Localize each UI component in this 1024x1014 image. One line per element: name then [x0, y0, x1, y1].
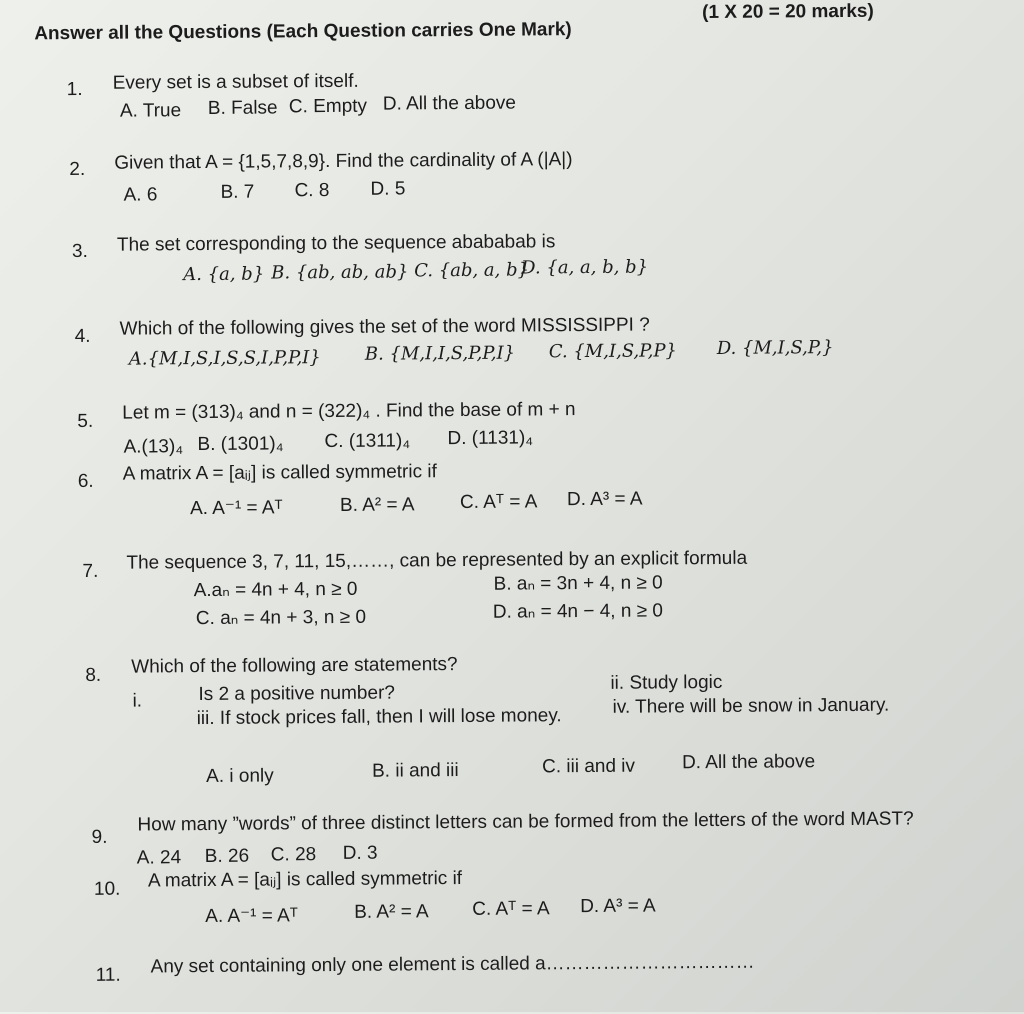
option-d: D. 3 — [342, 842, 378, 864]
question-number: 9. — [91, 826, 108, 848]
question-number: 7. — [82, 560, 99, 582]
question-text: Every set is a subset of itself. — [112, 70, 359, 94]
option-c: C. {M,I,S,P,P} — [548, 340, 678, 363]
question-text: Let m = (313)₄ and n = (322)₄ . Find the base of m + n — [122, 399, 576, 424]
question-number: 5. — [77, 410, 94, 432]
sub-item-i: Is 2 a positive number? — [198, 682, 396, 706]
option-d: D. All the above — [382, 92, 517, 115]
sub-item-ii: ii. Study logic — [610, 671, 723, 694]
option-c: C. aₙ = 4n + 3, n ≥ 0 — [195, 606, 367, 630]
question-number: 1. — [66, 78, 83, 101]
option-c: C. Aᵀ = A — [472, 898, 550, 920]
option-c: C. (1311)₄ — [324, 430, 411, 453]
question-number: 3. — [71, 240, 88, 263]
option-c: C. iii and iv — [541, 755, 636, 778]
option-a: A. {a, b} — [183, 263, 265, 286]
option-a: A. i only — [206, 765, 274, 787]
option-d: D. {M,I,S,P,} — [716, 337, 834, 359]
option-c: C. 28 — [270, 844, 317, 866]
question-text: Which of the following are statements? — [131, 654, 458, 678]
option-b: B. {ab, ab, ab} — [271, 261, 409, 284]
option-a: A. 24 — [136, 847, 182, 869]
question-text: Which of the following gives the set of the word MISSISSIPPI ? — [119, 314, 650, 340]
option-b: B. ii and iii — [372, 760, 459, 782]
sub-item-marker: i. — [132, 690, 143, 712]
option-a: A.(13)₄ — [123, 436, 184, 458]
question-number: 10. — [93, 878, 121, 900]
option-d: D. All the above — [681, 751, 816, 774]
instruction-heading: Answer all the Questions (Each Question carries One Mark) — [34, 19, 572, 45]
option-b: B. A² = A — [339, 494, 415, 516]
option-a: A.aₙ = 4n + 4, n ≥ 0 — [193, 578, 358, 602]
option-b: B. (1301)₄ — [197, 433, 284, 456]
option-b: B. 7 — [220, 181, 255, 203]
option-d: D. (1131)₄ — [447, 427, 534, 450]
question-number: 8. — [85, 664, 102, 686]
option-a: A. 6 — [123, 184, 158, 206]
question-text: How many ”words” of three distinct letters can be formed from the letters of the word MAST? — [137, 808, 914, 836]
sub-item-iii: iii. If stock prices fall, then I will lose money. — [196, 705, 562, 730]
option-b: B. A² = A — [354, 901, 429, 923]
option-d: D. aₙ = 4n − 4, n ≥ 0 — [492, 600, 664, 623]
option-c: C. {ab, a, b} — [414, 259, 530, 282]
sub-item-iv: iv. There will be snow in January. — [612, 694, 890, 718]
question-text: A matrix A = [aᵢⱼ] is called symmetric if — [147, 867, 463, 892]
option-a: A. True — [119, 100, 182, 122]
question-text: Given that A = {1,5,7,8,9}. Find the cardinality of A (|A|) — [114, 149, 573, 174]
option-b: B. {M,I,I,S,P,P,I} — [364, 342, 516, 365]
option-d: D. A³ = A — [566, 488, 643, 511]
option-b: B. False — [207, 97, 278, 119]
question-text: A matrix A = [aᵢⱼ] is called symmetric if — [122, 461, 437, 485]
option-d: D. {a, a, b, b} — [521, 256, 649, 279]
option-a: A.{M,I,S,I,S,S,I,P,P,I} — [128, 347, 321, 370]
question-number: 11. — [95, 964, 121, 986]
option-a: A. A⁻¹ = Aᵀ — [189, 497, 283, 520]
question-text: The sequence 3, 7, 11, 15,……, can be represented by an explicit formula — [126, 547, 748, 574]
question-number: 6. — [77, 470, 94, 492]
marks-label: (1 X 20 = 20 marks) — [702, 0, 874, 24]
option-c: C. Empty — [288, 95, 368, 118]
option-c: C. 8 — [294, 180, 330, 202]
option-b: B. aₙ = 3n + 4, n ≥ 0 — [493, 572, 663, 595]
option-b: B. 26 — [204, 845, 250, 868]
option-d: D. A³ = A — [580, 895, 656, 918]
option-d: D. 5 — [370, 178, 406, 200]
question-text: The set corresponding to the sequence abababab is — [116, 231, 556, 256]
option-a: A. A⁻¹ = Aᵀ — [205, 905, 299, 928]
question-text: Any set containing only one element is called a…………………………… — [150, 951, 755, 978]
question-number: 4. — [74, 325, 91, 348]
question-number: 2. — [69, 158, 86, 181]
option-c: C. Aᵀ = A — [459, 491, 538, 513]
